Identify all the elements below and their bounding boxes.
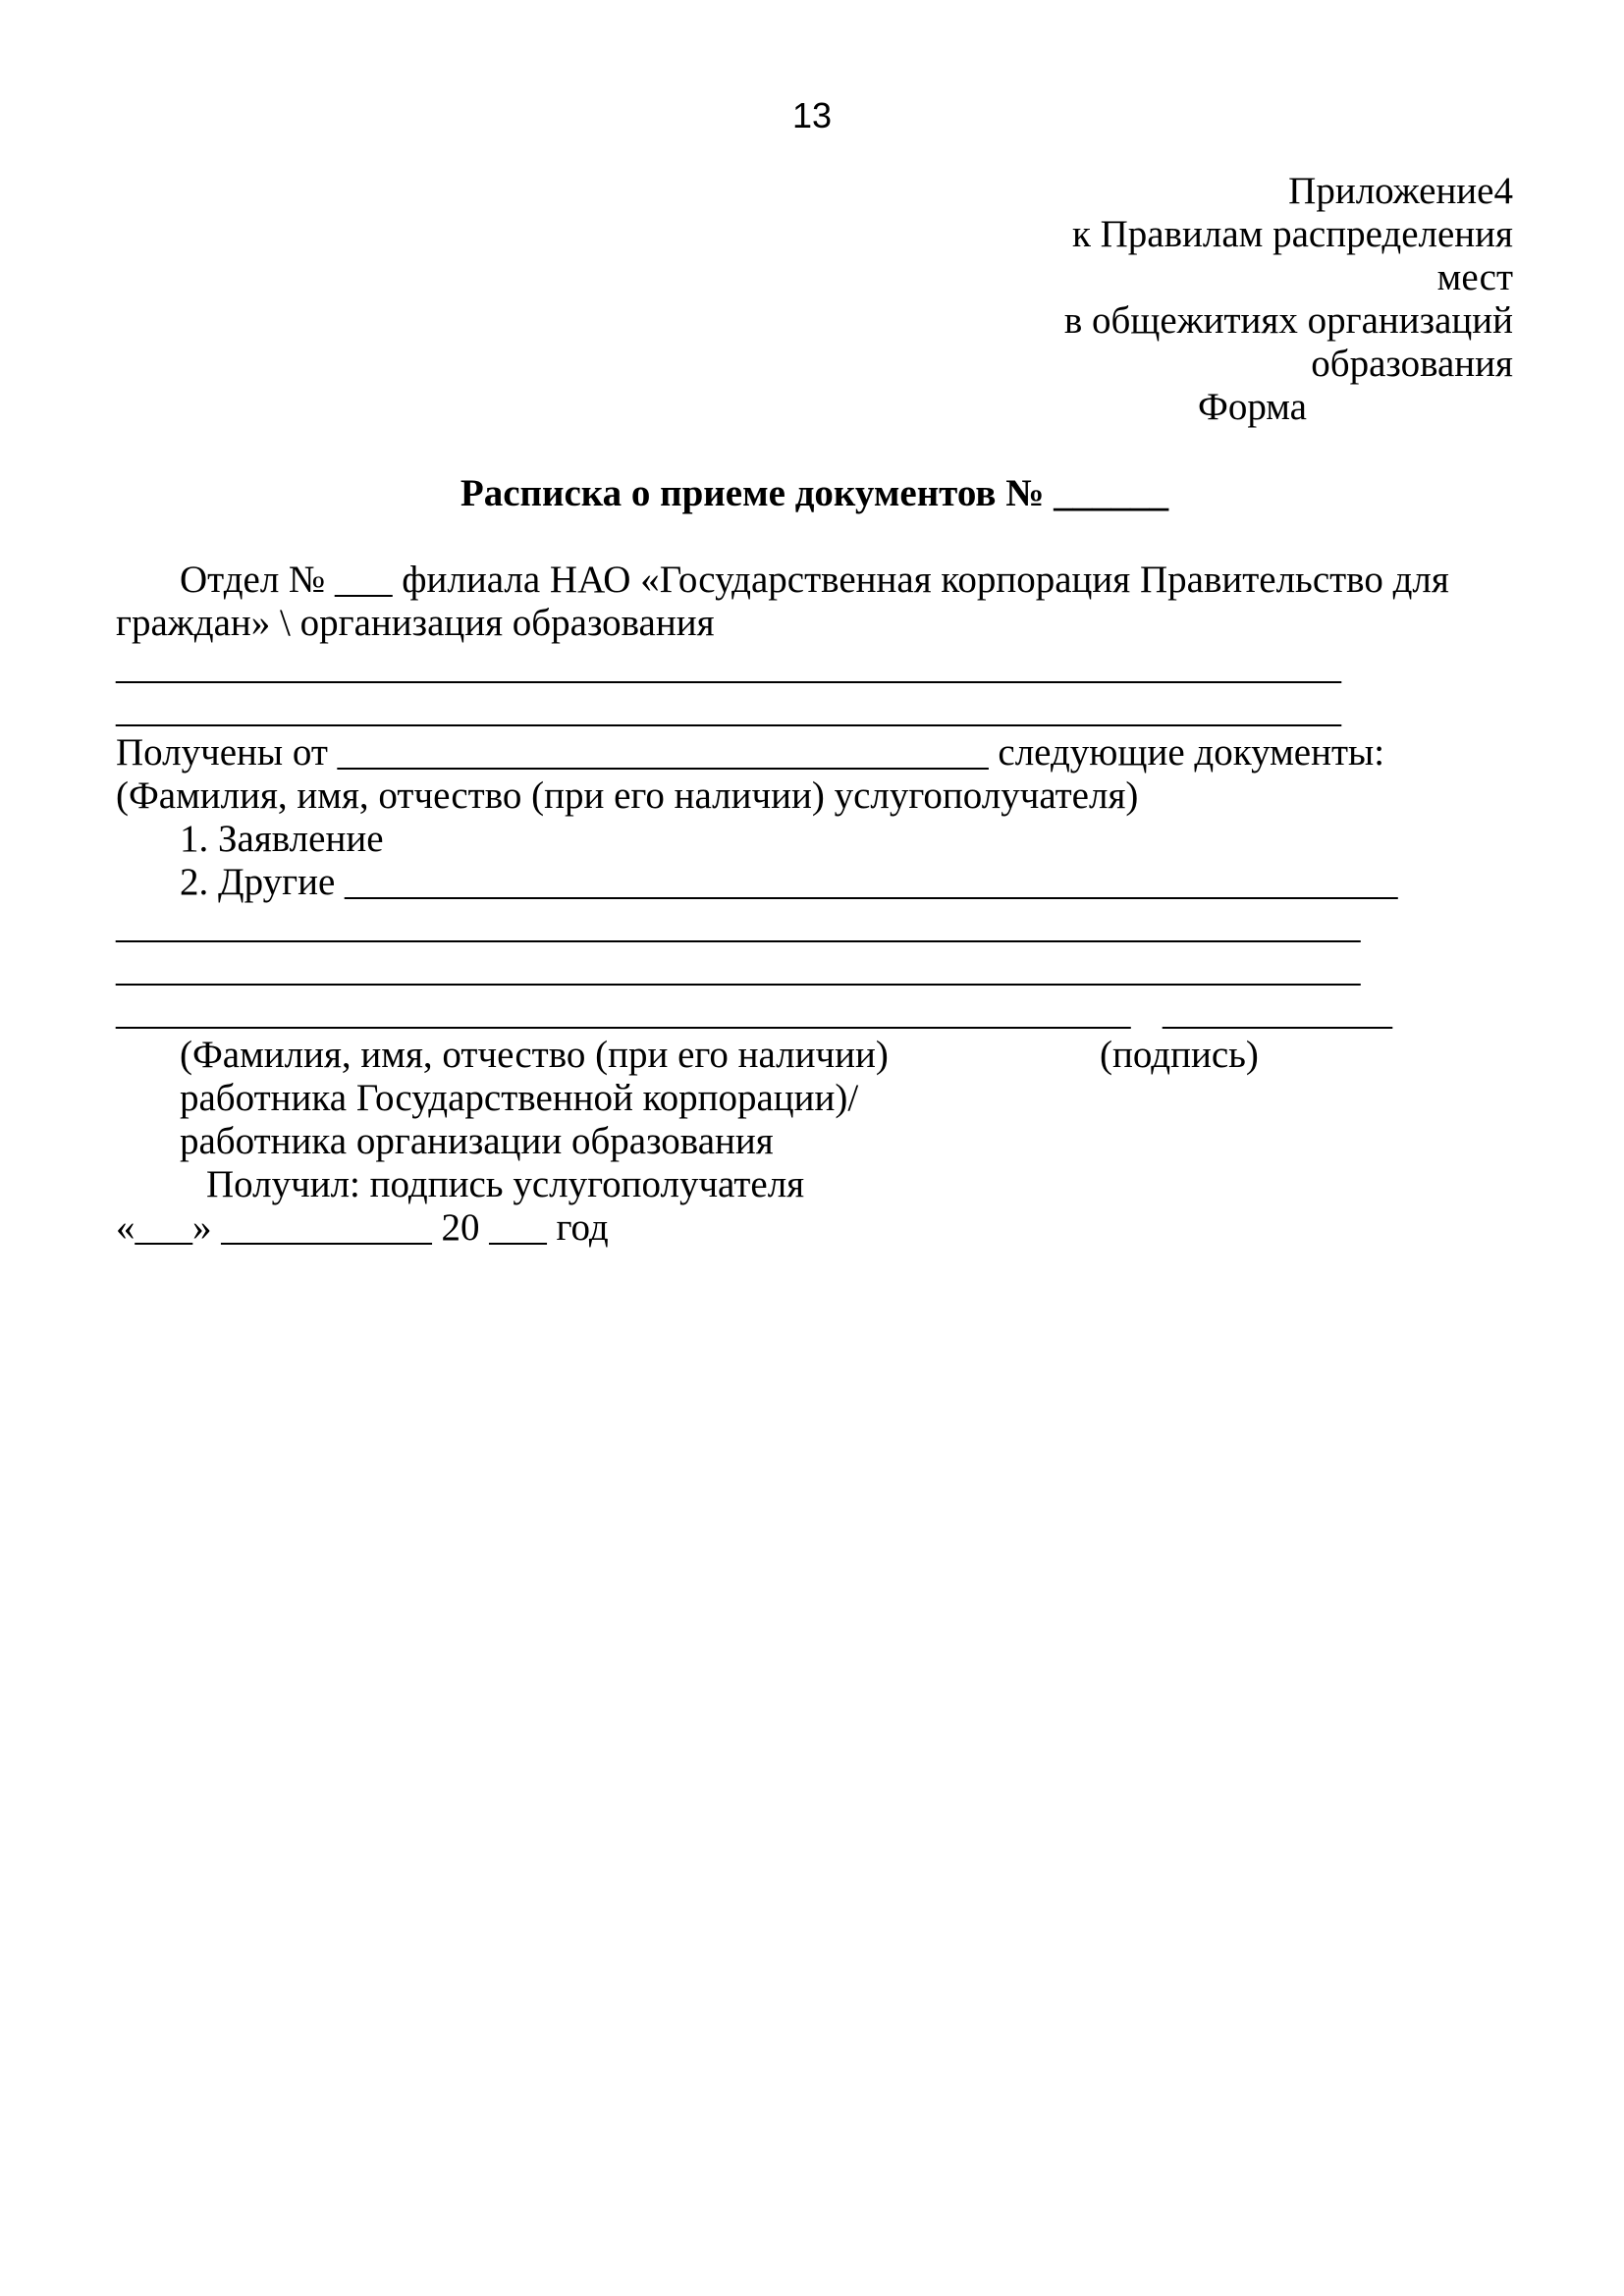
appendix-line-2: к Правилам распределения мест bbox=[1071, 213, 1513, 298]
blank-field-line-3: _________________________________________________________________ bbox=[116, 904, 1361, 946]
applicant-fio-note: (Фамилия, имя, отчество (при его наличии) услугополучателя) bbox=[116, 774, 1139, 817]
doc-item-2-blank: _______________________________________________________ bbox=[345, 861, 1398, 903]
received-from-line bbox=[116, 731, 1513, 774]
blank-field-line-2: ________________________________________________________________ bbox=[116, 688, 1341, 730]
worker-fio-blank: _____________________________________________________ bbox=[116, 990, 1131, 1033]
spacer bbox=[116, 515, 1513, 559]
receipt-title bbox=[116, 472, 1513, 515]
spacer bbox=[116, 429, 1513, 472]
worker-caption-line-2: работника организации образования bbox=[180, 1120, 774, 1162]
signature-blank: ____________ bbox=[1163, 990, 1392, 1033]
document-body bbox=[116, 170, 1513, 1250]
received-from-suffix: следующие документы: bbox=[998, 731, 1385, 774]
form-type-label: Форма bbox=[1198, 386, 1307, 428]
appendix-block bbox=[992, 170, 1513, 429]
caption-row bbox=[116, 1034, 1513, 1077]
doc-item-2-label: 2. Другие bbox=[180, 861, 336, 903]
dept-paragraph-line-1: Отдел № ___ филиала НАО «Государственная корпорация Правительство для bbox=[180, 559, 1449, 601]
worker-fio-caption: (Фамилия, имя, отчество (при его наличии) bbox=[180, 1034, 889, 1076]
date-line: «___» ___________ 20 ___ год bbox=[116, 1206, 609, 1249]
blank-field-line-1: ________________________________________________________________ bbox=[116, 645, 1341, 687]
signature-caption: (подпись) bbox=[1100, 1034, 1259, 1076]
doc-item-1: 1. Заявление bbox=[180, 818, 384, 860]
receipt-number-blank: ______ bbox=[1054, 472, 1169, 514]
dept-paragraph-line-2: граждан» \ организация образования bbox=[116, 602, 715, 644]
appendix-line-1: Приложение4 bbox=[1288, 170, 1513, 212]
received-by-line: Получил: подпись услугополучателя bbox=[206, 1163, 805, 1205]
doc-item-2 bbox=[116, 861, 1513, 904]
receipt-title-text: Расписка о приеме документов № bbox=[460, 472, 1045, 514]
fio-and-signature-blank-line bbox=[116, 990, 1513, 1034]
worker-caption-line-1: работника Государственной корпорации)/ bbox=[180, 1077, 859, 1119]
blank-field-line-4: _________________________________________________________________ bbox=[116, 947, 1361, 989]
page-number: 13 bbox=[791, 95, 833, 135]
appendix-line-3: в общежитиях организаций bbox=[1063, 299, 1513, 342]
received-from-label: Получены от bbox=[116, 731, 328, 774]
received-from-blank: __________________________________ bbox=[337, 731, 989, 774]
appendix-line-4: образования bbox=[1311, 343, 1513, 385]
